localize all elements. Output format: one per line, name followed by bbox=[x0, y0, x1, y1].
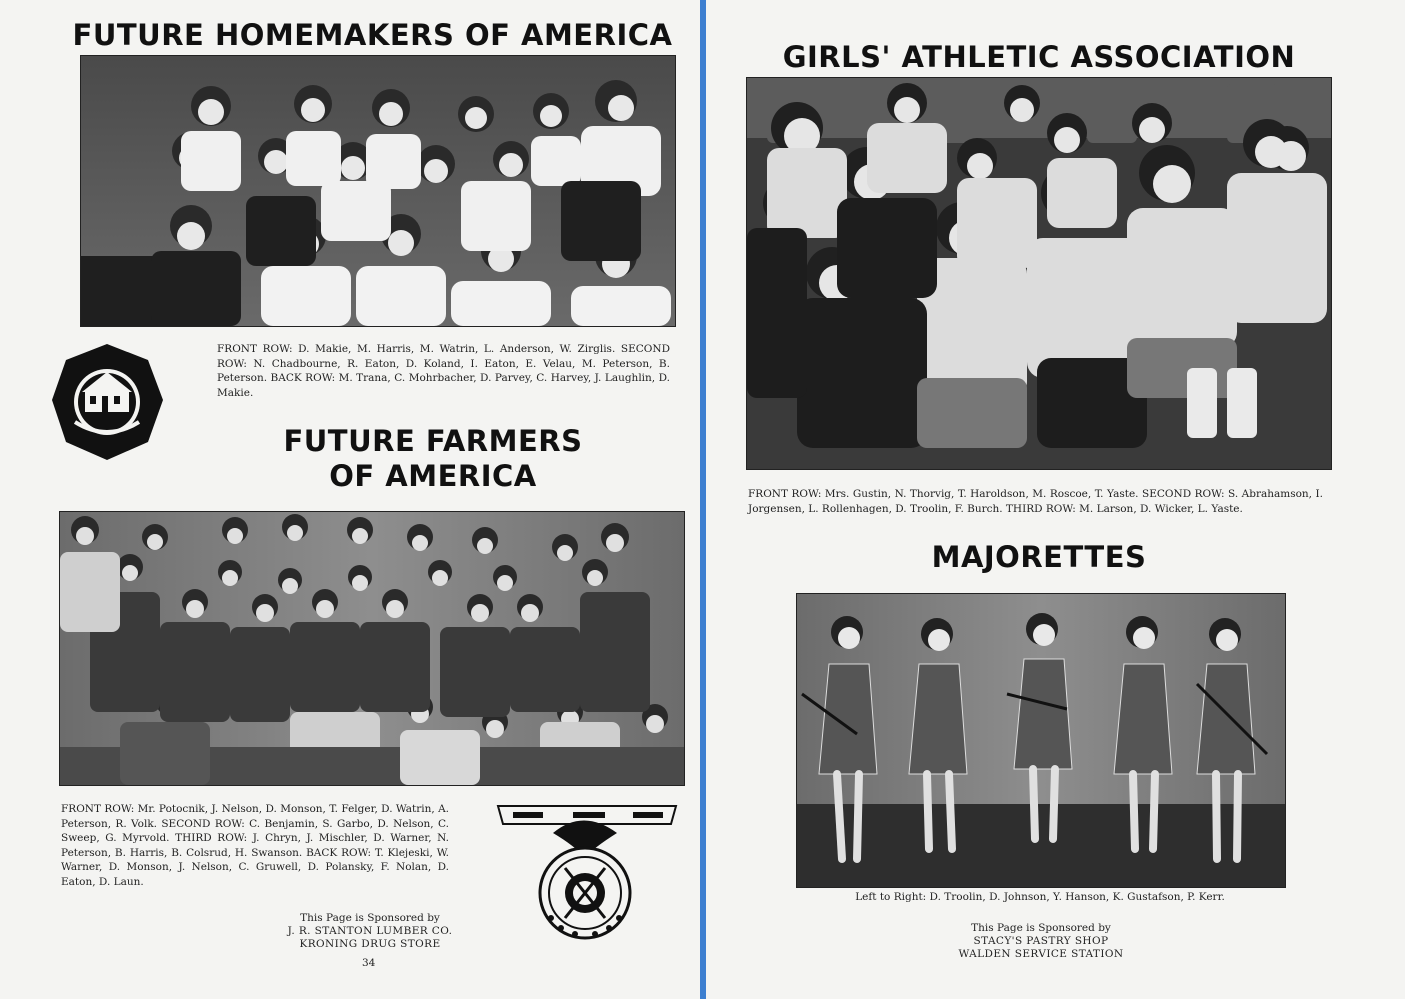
fha-heading: FUTURE HOMEMAKERS OF AMERICA bbox=[72, 18, 673, 52]
right-sponsor-line1: STACY'S PASTRY SHOP bbox=[973, 935, 1109, 947]
fha-group-photo bbox=[80, 55, 676, 327]
gaa-caption: FRONT ROW: Mrs. Gustin, N. Thorvig, T. Haroldson, M. Roscoe, T. Yaste. SECOND ROW: S. Abrahamson, I. Jorgensen, L. Rollenhagen, D. Troolin, F. Burch. THIRD ROW: M. Larson, D. Wicker, L. Yaste. bbox=[748, 488, 1323, 515]
left-sponsor-block bbox=[240, 912, 500, 951]
majorettes-photo-icon bbox=[797, 594, 1285, 887]
left-sponsor-intro: This Page is Sponsored by bbox=[300, 912, 440, 924]
ffa-emblem-icon bbox=[493, 798, 681, 944]
gaa-heading: GIRLS' ATHLETIC ASSOCIATION bbox=[782, 40, 1296, 74]
majorettes-caption: Left to Right: D. Troolin, D. Johnson, Y. Hanson, K. Gustafson, P. Kerr. bbox=[855, 891, 1225, 903]
left-sponsor-line2: KRONING DRUG STORE bbox=[299, 938, 441, 950]
ffa-heading bbox=[233, 424, 633, 494]
fha-emblem-icon bbox=[50, 342, 165, 487]
fha-photo-icon bbox=[81, 56, 675, 326]
ffa-caption: FRONT ROW: Mr. Potocnik, J. Nelson, D. Monson, T. Felger, D. Watrin, A. Peterson, R. Volk. SECOND ROW: C. Benjamin, S. Garbo, D. Nelson, C. Sweep, G. Myrvold. THIRD ROW: J. Chryn, J. Mischler, D. Warner, N. Peterson, B. Harris, B. Colsrud, H. Swanson. BACK ROW: T. Klejeski, W. Warner, D. Monson, J. Nelson, C. Gruwell, D. Polansky, F. Nolan, D. Eaton, D. Laun. bbox=[61, 803, 449, 888]
majorettes-heading: MAJORETTES bbox=[931, 540, 1147, 574]
left-sponsor-line1: J. R. STANTON LUMBER CO. bbox=[287, 925, 453, 937]
right-sponsor-line2: WALDEN SERVICE STATION bbox=[958, 948, 1124, 960]
majorettes-photo bbox=[796, 593, 1286, 888]
ffa-heading-line1: FUTURE FARMERS bbox=[283, 424, 583, 458]
right-sponsor-intro: This Page is Sponsored by bbox=[971, 922, 1111, 934]
right-page bbox=[706, 0, 1405, 999]
page-number: 34 bbox=[362, 957, 376, 969]
ffa-heading-line2: OF AMERICA bbox=[329, 459, 537, 493]
fha-caption: FRONT ROW: D. Makie, M. Harris, M. Watrin, L. Anderson, W. Zirglis. SECOND ROW: N. Chadbourne, R. Eaton, D. Koland, I. Eaton, E. Velau, M. Peterson, B. Peterson. BACK ROW: M. Trana, C. Mohrbacher, D. Parvey, C. Harvey, J. Laughlin, D. Makie. bbox=[217, 343, 670, 399]
ffa-group-photo bbox=[59, 511, 685, 786]
gaa-group-photo bbox=[746, 77, 1332, 470]
left-page bbox=[0, 0, 700, 999]
gaa-photo-icon bbox=[747, 78, 1331, 469]
ffa-photo-icon bbox=[60, 512, 684, 785]
right-sponsor-block bbox=[911, 922, 1171, 961]
